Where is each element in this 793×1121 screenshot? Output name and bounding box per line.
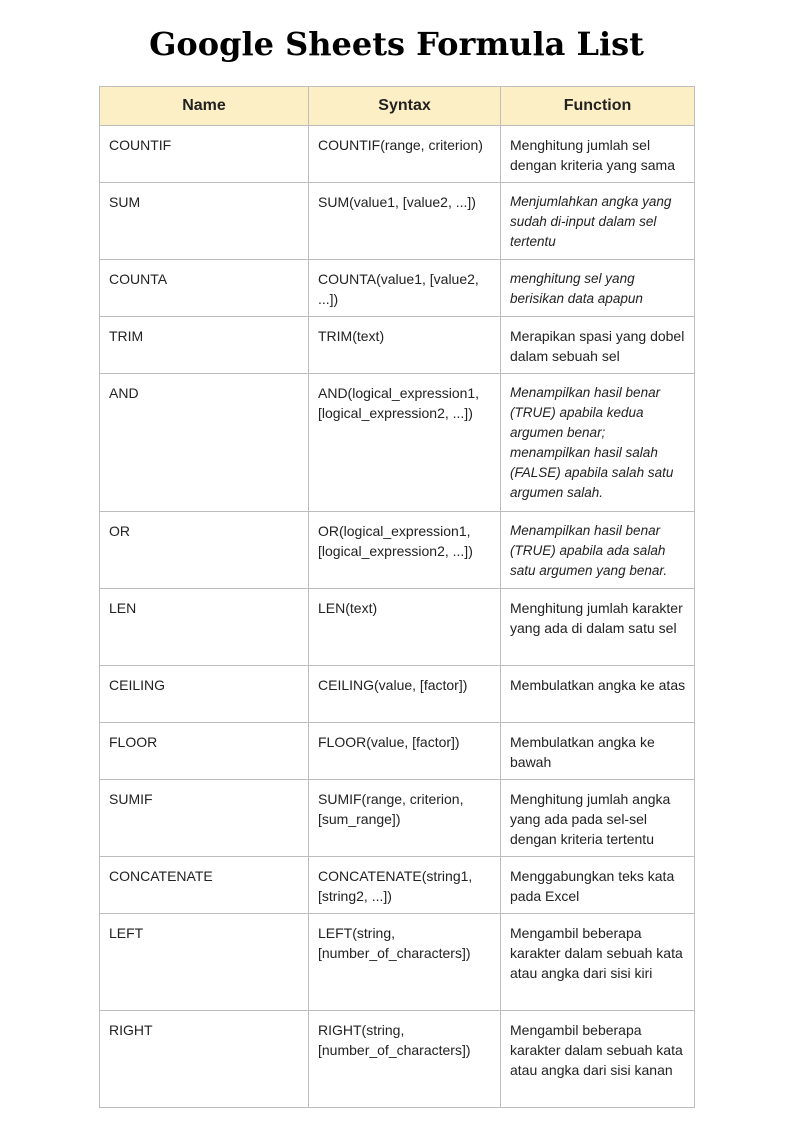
table-row <box>100 317 695 374</box>
formula-function-cell: Menampilkan hasil benar (TRUE) apabila ada salah satu argumen yang benar. <box>501 512 695 589</box>
formula-name-cell: COUNTA <box>100 260 309 317</box>
formula-syntax-cell: RIGHT(string, [number_of_characters]) <box>309 1011 501 1108</box>
column-header-syntax: Syntax <box>309 87 501 126</box>
formula-name-cell: SUMIF <box>100 780 309 857</box>
formula-syntax-cell: FLOOR(value, [factor]) <box>309 723 501 780</box>
formula-name-cell: LEN <box>100 589 309 666</box>
formula-syntax-cell: CEILING(value, [factor]) <box>309 666 501 723</box>
formula-syntax-cell: SUM(value1, [value2, ...]) <box>309 183 501 260</box>
formula-name-cell: CEILING <box>100 666 309 723</box>
table-row <box>100 374 695 512</box>
formula-name-cell: AND <box>100 374 309 512</box>
formula-function-cell: Menghitung jumlah angka yang ada pada sel-sel dengan kriteria tertentu <box>501 780 695 857</box>
table-row <box>100 183 695 260</box>
formula-function-cell: Membulatkan angka ke bawah <box>501 723 695 780</box>
formula-syntax-cell: TRIM(text) <box>309 317 501 374</box>
table-row <box>100 723 695 780</box>
formula-name-cell: OR <box>100 512 309 589</box>
formula-name-cell: FLOOR <box>100 723 309 780</box>
table-row <box>100 666 695 723</box>
table-row <box>100 780 695 857</box>
column-header-function: Function <box>501 87 695 126</box>
page-title: Google Sheets Formula List <box>149 25 644 63</box>
table-row <box>100 512 695 589</box>
formula-function-cell: Merapikan spasi yang dobel dalam sebuah sel <box>501 317 695 374</box>
formula-function-cell: Mengambil beberapa karakter dalam sebuah kata atau angka dari sisi kiri <box>501 914 695 1011</box>
formula-name-cell: LEFT <box>100 914 309 1011</box>
formula-name-cell: TRIM <box>100 317 309 374</box>
formula-name-cell: COUNTIF <box>100 126 309 183</box>
formula-name-cell: RIGHT <box>100 1011 309 1108</box>
table-row <box>100 914 695 1011</box>
formula-function-cell: Menampilkan hasil benar (TRUE) apabila kedua argumen benar; menampilkan hasil salah (FALSE) apabila salah satu argumen salah. <box>501 374 695 512</box>
column-header-name: Name <box>100 87 309 126</box>
table-row <box>100 126 695 183</box>
formula-table <box>99 86 695 1108</box>
formula-syntax-cell: COUNTA(value1, [value2, ...]) <box>309 260 501 317</box>
formula-function-cell: Menjumlahkan angka yang sudah di-input dalam sel tertentu <box>501 183 695 260</box>
formula-syntax-cell: SUMIF(range, criterion, [sum_range]) <box>309 780 501 857</box>
table-row <box>100 589 695 666</box>
formula-function-cell: menghitung sel yang berisikan data apapun <box>501 260 695 317</box>
formula-function-cell: Mengambil beberapa karakter dalam sebuah kata atau angka dari sisi kanan <box>501 1011 695 1108</box>
formula-function-cell: Menghitung jumlah sel dengan kriteria yang sama <box>501 126 695 183</box>
table-row <box>100 857 695 914</box>
table-row <box>100 1011 695 1108</box>
formula-syntax-cell: LEFT(string, [number_of_characters]) <box>309 914 501 1011</box>
formula-function-cell: Menghitung jumlah karakter yang ada di dalam satu sel <box>501 589 695 666</box>
formula-syntax-cell: CONCATENATE(string1, [string2, ...]) <box>309 857 501 914</box>
formula-function-cell: Membulatkan angka ke atas <box>501 666 695 723</box>
formula-syntax-cell: AND(logical_expression1, [logical_expression2, ...]) <box>309 374 501 512</box>
table-row <box>100 260 695 317</box>
formula-syntax-cell: COUNTIF(range, criterion) <box>309 126 501 183</box>
table-header-row <box>100 87 695 126</box>
formula-name-cell: SUM <box>100 183 309 260</box>
formula-syntax-cell: OR(logical_expression1, [logical_expression2, ...]) <box>309 512 501 589</box>
formula-function-cell: Menggabungkan teks kata pada Excel <box>501 857 695 914</box>
formula-name-cell: CONCATENATE <box>100 857 309 914</box>
formula-syntax-cell: LEN(text) <box>309 589 501 666</box>
